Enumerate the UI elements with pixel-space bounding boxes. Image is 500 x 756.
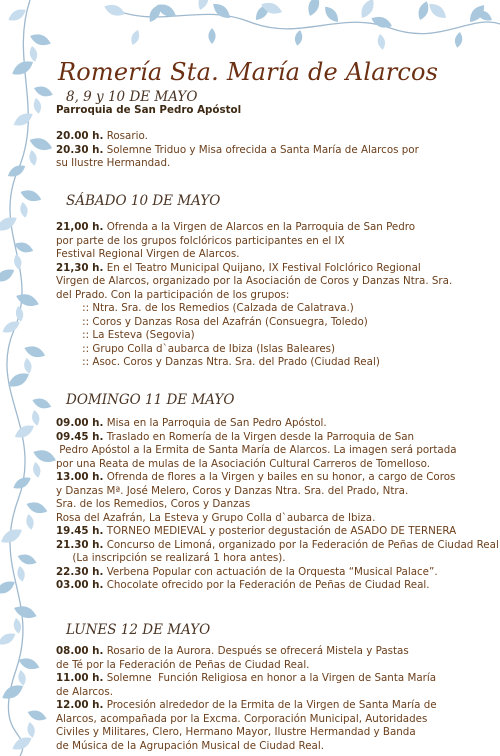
- schedule-text: y Danzas Mª. José Melero, Coros y Danzas Ntra. Sra. del Prado, Ntra.: [56, 484, 409, 497]
- schedule-line: [56, 672, 437, 686]
- schedule-time: 21.30 h.: [56, 538, 104, 551]
- schedule-line: [56, 699, 437, 713]
- schedule-text: Traslado en Romería de la Virgen desde la Parroquia de San: [106, 430, 415, 443]
- schedule-line: [56, 417, 499, 431]
- schedule-text: (La inscripción se realizará 1 hora antes).: [56, 552, 286, 564]
- schedule-text: :: La Esteva (Segovia): [56, 329, 195, 341]
- schedule-text: Rosario.: [106, 130, 148, 142]
- vine-leaf-icon: [20, 202, 27, 218]
- schedule-text: de Té por la Federación de Peñas de Ciudad Real.: [56, 658, 310, 671]
- schedule-line: [56, 726, 437, 740]
- schedule-line: [56, 157, 419, 171]
- vine-leaf-icon: [30, 138, 53, 150]
- schedule-text: :: Ntra. Sra. de los Remedios (Calzada de Calatrava.): [56, 302, 354, 314]
- schedule-time: 09.00 h.: [56, 417, 104, 429]
- schedule-text: Verbena Popular con actuación de la Orquesta “Musical Palace”.: [106, 565, 438, 578]
- schedule-text: Misa en la Parroquia de San Pedro Apóstol.: [106, 417, 327, 429]
- vine-leaf-icon: [14, 243, 33, 253]
- schedule-line: [56, 645, 437, 659]
- schedule-line: [56, 579, 499, 593]
- vine-leaf-icon: [8, 373, 29, 386]
- schedule-text: de Música de la Agrupación Musical de Ciudad Real.: [56, 739, 325, 752]
- schedule-line: [56, 471, 499, 485]
- schedule-text: Concurso de Limoná, organizado por la Federación de Peñas de Ciudad Real: [106, 538, 499, 551]
- vine-leaf-icon: [30, 46, 37, 62]
- schedule-text: Civiles y Militares, Clero, Hermano Mayor, Ilustre Hermandad y Banda: [56, 726, 416, 738]
- schedule-line: [56, 289, 452, 303]
- vine-leaf-icon: [2, 685, 23, 698]
- schedule-text: Ofrenda a la Virgen de Alarcos en la Parroquia de San Pedro: [106, 221, 416, 233]
- schedule-text: TORNEO MEDIEVAL y posterior degustación de ASADO DE TERNERA: [106, 525, 457, 537]
- schedule-time: 03.00 h.: [56, 579, 104, 591]
- vine-leaf-icon: [131, 30, 139, 45]
- vine-leaf-icon: [213, 4, 230, 18]
- vine-leaf-icon: [13, 477, 30, 488]
- vine-leaf-icon: [24, 358, 31, 374]
- schedule-text: su Ilustre Hermandad.: [56, 157, 171, 169]
- schedule-time: 12.00 h.: [56, 699, 104, 711]
- vine-leaf-icon: [14, 618, 21, 634]
- vine-leaf-icon: [14, 606, 37, 618]
- schedule-line: [56, 130, 419, 144]
- schedule-line: [56, 713, 437, 727]
- schedule-time: 11.00 h.: [56, 672, 104, 684]
- schedule-line: [56, 552, 499, 566]
- schedule-line: [56, 262, 452, 276]
- schedule-line: [56, 458, 499, 472]
- sabado-schedule: [56, 221, 452, 370]
- vine-leaf-icon: [18, 555, 37, 565]
- vine-leaf-icon: [19, 658, 40, 669]
- vine-leaf-icon: [157, 4, 176, 16]
- schedule-text: Procesión alrededor de la Ermita de la Virgen de Santa María de: [106, 699, 437, 711]
- heading-sabado: SÁBADO 10 DE MAYO: [66, 193, 221, 209]
- vine-leaf-icon: [17, 566, 24, 582]
- schedule-text: Rosa del Azafrán, La Esteva y Grupo Colla d`aubarca de Ibiza.: [56, 511, 376, 524]
- schedule-time: 13.00 h.: [56, 471, 104, 483]
- vine-leaf-icon: [33, 450, 56, 462]
- schedule-text: Pedro Apóstol a la Ermita de Santa María de Alarcos. La imagen será portada: [56, 444, 457, 456]
- schedule-line: [56, 659, 437, 673]
- schedule-time: 09.45 h.: [56, 430, 104, 443]
- vine-leaf-icon: [419, 1, 429, 20]
- schedule-text: por parte de los grupos folclóricos participantes en el IX: [56, 234, 345, 247]
- schedule-time: 21,00 h.: [56, 221, 104, 233]
- schedule-line: [56, 275, 452, 289]
- schedule-line: [56, 512, 499, 526]
- vine-leaf-icon: [429, 4, 446, 18]
- schedule-text: Festival Regional Virgen de Alarcos.: [56, 248, 240, 260]
- vine-leaf-icon: [8, 165, 25, 176]
- vine-leaf-icon: [8, 9, 25, 20]
- schedule-line: [56, 444, 499, 458]
- vine-leaf-icon: [208, 28, 215, 44]
- schedule-text: del Prado. Con la participación de los grupos:: [56, 288, 290, 301]
- vine-leaf-icon: [34, 98, 41, 114]
- schedule-line: [56, 485, 499, 499]
- schedule-line: [56, 525, 499, 539]
- schedule-time: 08.00 h.: [56, 645, 104, 657]
- schedule-line: [56, 248, 452, 262]
- vine-leaf-icon: [199, 0, 209, 10]
- vine-leaf-icon: [0, 217, 17, 230]
- vine-leaf-icon: [16, 294, 39, 306]
- vine-leaf-icon: [21, 190, 42, 201]
- heading-lunes: LUNES 12 DE MAYO: [66, 622, 211, 638]
- intro-schedule: [56, 130, 419, 171]
- vine-leaf-icon: [361, 0, 373, 18]
- schedule-time: 21,30 h.: [56, 261, 104, 274]
- vine-leaf-icon: [32, 399, 51, 409]
- schedule-line: [56, 539, 499, 553]
- heading-domingo: DOMINGO 11 DE MAYO: [66, 392, 235, 408]
- schedule-text: Chocolate ofrecido por la Federación de Peñas de Ciudad Real.: [106, 579, 430, 591]
- vine-leaf-icon: [15, 425, 34, 437]
- vine-leaf-icon: [29, 150, 36, 166]
- schedule-text: Rosario de la Aurora. Después se ofrecerá Mistela y Pastas: [106, 645, 409, 657]
- vine-leaf-icon: [325, 7, 338, 22]
- schedule-line: [56, 686, 437, 700]
- schedule-time: 22.30 h.: [56, 565, 104, 578]
- vine-leaf-icon: [24, 346, 45, 357]
- schedule-text: Sra. de los Remedios, Coros y Danzas: [56, 498, 251, 510]
- vine-leaf-icon: [30, 34, 51, 45]
- schedule-text: Solemne Triduo y Misa ofrecida a Santa María de Alarcos por: [106, 143, 419, 156]
- schedule-line: [56, 144, 419, 158]
- lunes-schedule: [56, 645, 437, 753]
- vine-leaf-icon: [0, 269, 14, 281]
- schedule-line: [56, 343, 452, 357]
- schedule-text: En el Teatro Municipal Quijano, IX Festival Folclórico Regional: [106, 261, 421, 274]
- schedule-text: Alarcos, acompañada por la Excma. Corporación Municipal, Autoridades: [56, 712, 428, 725]
- intro-dates: 8, 9 y 10 DE MAYO: [66, 89, 198, 105]
- domingo-schedule: [56, 417, 499, 593]
- schedule-line: [56, 356, 452, 370]
- vine-leaf-icon: [12, 737, 31, 749]
- vine-leaf-icon: [14, 113, 33, 125]
- schedule-time: 20.30 h.: [56, 143, 104, 156]
- schedule-text: Virgen de Alarcos, organizado por la Asociación de Coros y Danzas Ntra. Sra.: [56, 275, 453, 287]
- vine-leaf-icon: [28, 711, 47, 721]
- schedule-line: [56, 498, 499, 512]
- schedule-text: de Alarcos.: [56, 685, 113, 698]
- schedule-line: [56, 431, 499, 445]
- vine-leaf-icon: [18, 670, 25, 686]
- vine-leaf-icon: [295, 30, 302, 46]
- vine-leaf-icon: [1, 529, 22, 542]
- vine-leaf-icon: [32, 410, 39, 426]
- page-title: Romería Sta. María de Alarcos: [58, 58, 439, 86]
- schedule-line: [56, 302, 452, 316]
- vine-leaf-icon: [455, 32, 462, 48]
- schedule-text: :: Coros y Danzas Rosa del Azafrán (Consuegra, Toledo): [56, 315, 368, 328]
- schedule-text: por una Reata de mulas de la Asociación Cultural Carreros de Tomelloso.: [56, 457, 430, 470]
- vine-leaf-icon: [378, 34, 385, 50]
- vine-leaf-icon: [3, 321, 20, 332]
- schedule-text: :: Grupo Colla d`aubarca de Ibiza (Islas Baleares): [56, 342, 336, 355]
- schedule-time: 20.00 h.: [56, 130, 104, 142]
- schedule-line: [56, 316, 452, 330]
- vine-leaf-icon: [14, 254, 21, 270]
- schedule-line: [56, 566, 499, 580]
- vine-leaf-icon: [12, 61, 33, 74]
- vine-leaf-icon: [308, 0, 319, 16]
- vine-leaf-icon: [26, 514, 33, 530]
- schedule-text: Ofrenda de flores a la Virgen y bailes en su honor, a cargo de Coros: [106, 471, 456, 483]
- schedule-line: [56, 221, 452, 235]
- schedule-time: 19.45 h.: [56, 525, 104, 537]
- vine-leaf-icon: [27, 502, 48, 513]
- vine-leaf-icon: [27, 722, 34, 738]
- vine-leaf-icon: [34, 87, 53, 97]
- vine-leaf-icon: [476, 11, 492, 21]
- vine-leaf-icon: [104, 5, 125, 16]
- vine-leaf-icon: [33, 462, 40, 478]
- vine-leaf-icon: [371, 17, 392, 28]
- schedule-line: [56, 329, 452, 343]
- schedule-line: [56, 740, 437, 754]
- vine-leaf-icon: [0, 633, 15, 644]
- vine-leaf-icon: [16, 306, 23, 322]
- schedule-text: :: Asoc. Coros y Danzas Ntra. Sra. del Prado (Ciudad Real): [56, 356, 380, 368]
- vine-leaf-icon: [0, 581, 15, 593]
- schedule-line: [56, 235, 452, 249]
- intro-venue: Parroquia de San Pedro Apóstol: [56, 104, 242, 116]
- schedule-text: Solemne Función Religiosa en honor a la Virgen de Santa María: [106, 672, 437, 684]
